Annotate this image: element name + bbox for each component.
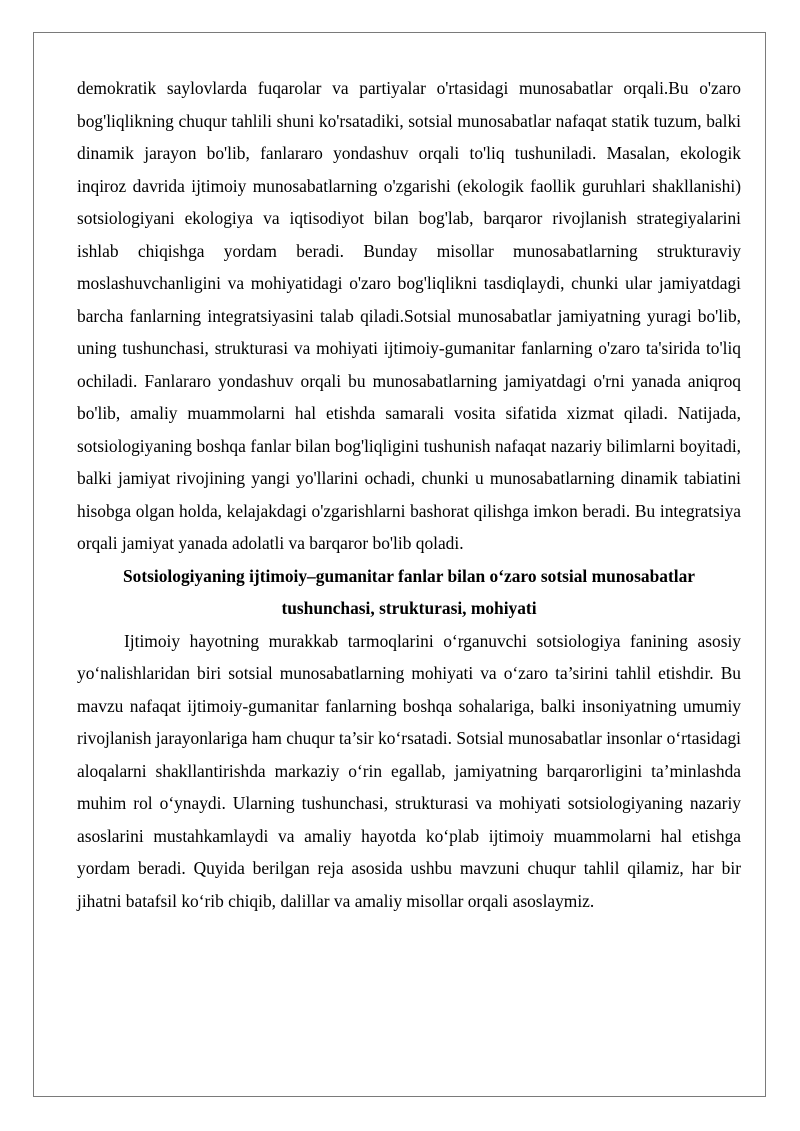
intro-paragraph: Ijtimoiy hayotning murakkab tarmoqlarini o‘rganuvchi sotsiologiya fanining asosiy yo‘nalishlaridan biri sotsial munosabatlarning mohiyati va o‘zaro ta’sirini tahlil etishdir. Bu mavzu nafaqat ijtimoiy-gumanitar fanlarning boshqa sohalariga, balki insoniyatning umumiy rivojlanish jarayonlariga ham chuqur ta’sir ko‘rsatadi. Sotsial munosabatlar insonlar o‘rtasidagi aloqalarni shakllantirishda markaziy o‘rin egallab, jamiyatning barqarorligini ta’minlashda muhim rol o‘ynaydi. Ularning tushunchasi, strukturasi va mohiyati sotsiologiyaning nazariy asoslarini mustahkamlaydi va amaliy hayotda ko‘plab ijtimoiy muammolarni hal etishga yordam beradi. Quyida berilgan reja asosida ushbu mavzuni chuqur tahlil qilamiz, har bir jihatni batafsil ko‘rib chiqib, dalillar va amaliy misollar orqali asoslaymiz. (77, 630, 741, 911)
document-body (77, 72, 741, 917)
section-heading: Sotsiologiyaning ijtimoiy–gumanitar fanlar bilan o‘zaro sotsial munosabatlar tushunchasi, strukturasi, mohiyati (122, 565, 695, 618)
continued-paragraph: demokratik saylovlarda fuqarolar va partiyalar o'rtasidagi munosabatlar orqali.Bu o'zaro bog'liqlikning chuqur tahlili shuni ko'rsatadiki, sotsial munosabatlar nafaqat statik tuzum, balki dinamik jarayon bo'lib, fanlararo yondashuv orqali to'liq tushuniladi. Masalan, ekologik inqiroz davrida ijtimoiy munosabatlarning o'zgarishi (ekologik faollik guruhlari shakllanishi) sotsiologiyani ekologiya va iqtisodiyot bilan bog'lab, barqaror rivojlanish strategiyalarini ishlab chiqishga yordam beradi. Bunday misollar munosabatlarning strukturaviy moslashuvchanligini va mohiyatidagi o'zaro bog'liqlikni tasdiqlaydi, chunki ular jamiyatdagi barcha fanlarning integratsiyasini talab qiladi.Sotsial munosabatlar jamiyatning yuragi bo'lib, uning tushunchasi, strukturasi va mohiyati ijtimoiy-gumanitar fanlarning o'zaro ta'sirida to'liq ochiladi. Fanlararo yondashuv orqali bu munosabatlarning jamiyatdagi o'rni yanada aniqroq bo'lib, amaliy muammolarni hal etishda samarali vosita sifatida xizmat qiladi. Natijada, sotsiologiyaning boshqa fanlar bilan bog'liqligini tushunish nafaqat nazariy bilimlarni boyitadi, balki jamiyat rivojining yangi yo'llarini ochadi, chunki u munosabatlarning dinamik tabiatini hisobga olgan holda, kelajakdagi o'zgarishlarni bashorat qilishga imkon beradi. Bu integratsiya orqali jamiyat yanada adolatli va barqaror bo'lib qoladi. (77, 78, 741, 553)
